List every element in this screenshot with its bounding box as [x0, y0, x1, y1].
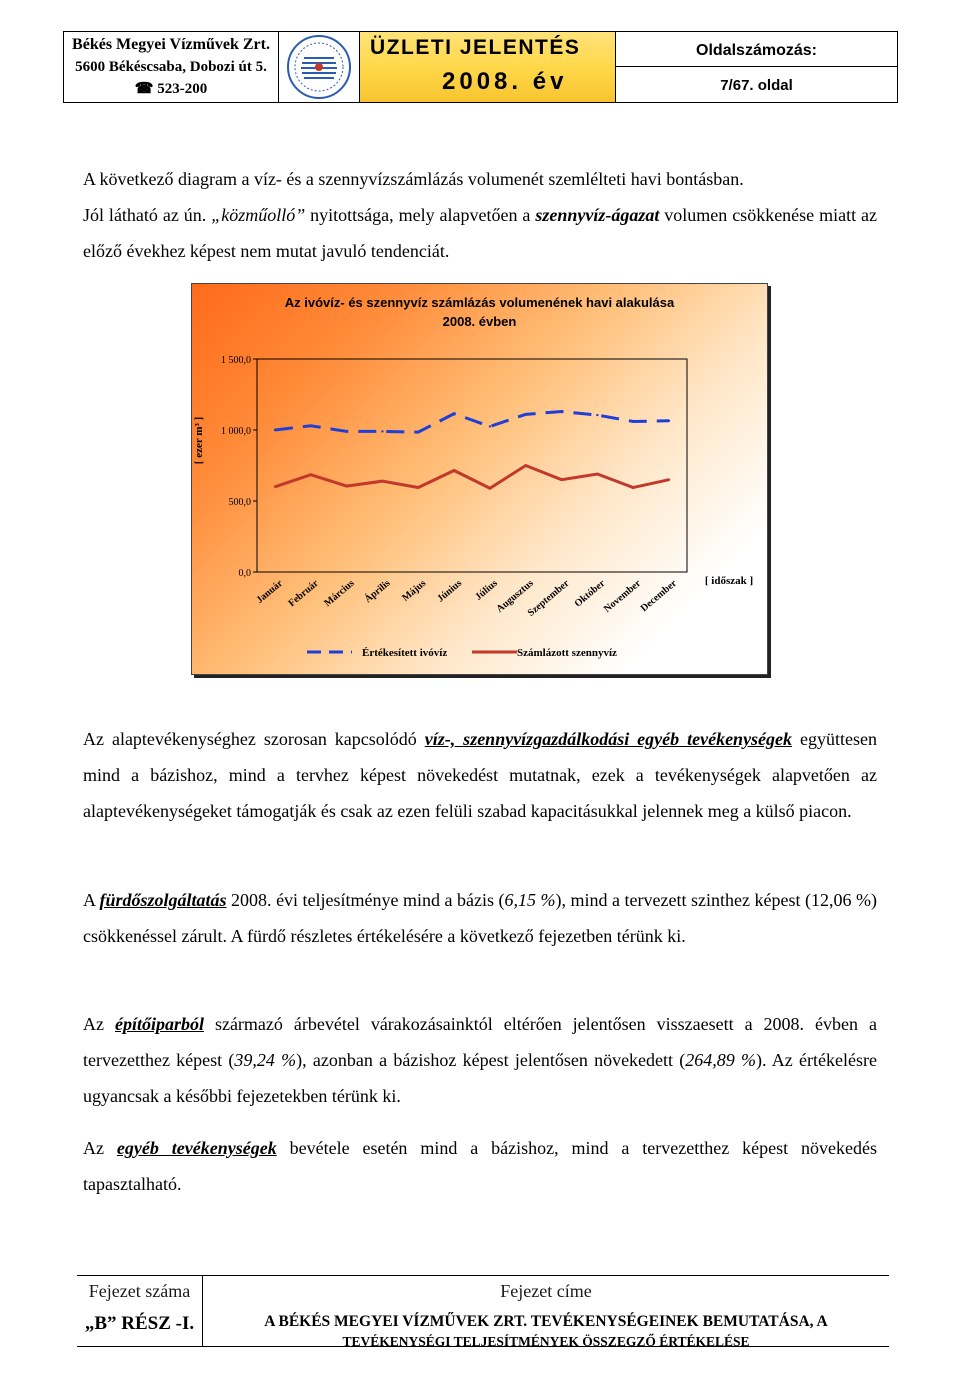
- data-point-sewage: [489, 487, 491, 489]
- phone-icon: ☎: [134, 81, 154, 97]
- company-phone: 523-200: [157, 81, 208, 97]
- data-point-sewage: [668, 479, 670, 481]
- pagination-value: 7/67. oldal: [720, 77, 793, 94]
- p4-text-a: Az: [83, 1138, 117, 1158]
- intro-text-e: volumen csökkenése miatt az előző évekhez képest nem mutat javuló tendenciát.: [83, 205, 877, 261]
- p1-text-c: együttesen mind a bázishoz, mind a tervhez képest növekedést mutatnak, ezek a tevékenységek alapvetően az alaptevékenységeket támogatják és csak az ezen felüli szabad kapacitásukkal jelennek meg a külső piacon.: [83, 729, 877, 821]
- company-logo: [279, 32, 360, 102]
- report-title-box: [360, 32, 616, 102]
- data-point-sewage: [453, 469, 455, 471]
- data-point-sewage: [632, 486, 634, 488]
- p3-text-a: Az: [83, 1014, 115, 1034]
- p3-highlight: építőiparból: [114, 1014, 204, 1034]
- y-tick-label: 1 000,0: [221, 426, 251, 437]
- company-address: 5600 Békéscsaba, Dobozi út 5.: [75, 59, 267, 75]
- data-point-sewage: [345, 485, 347, 487]
- company-name: Békés Megyei Vízművek Zrt.: [72, 36, 270, 53]
- p2-text-c: 2008. évi teljesítménye mind a bázis (: [226, 890, 505, 910]
- data-point-drinking-water: [596, 414, 598, 416]
- x-tick-label: Június: [435, 577, 465, 605]
- x-tick-label: Január: [254, 577, 285, 606]
- p4-text-c: bevétele esetén mind a bázishoz, mind a tervezetthez képest növekedés tapasztalható.: [83, 1138, 877, 1194]
- y-tick-label: 500,0: [228, 497, 251, 508]
- x-tick-label: Július: [473, 577, 500, 603]
- x-tick-label: December: [638, 577, 679, 615]
- report-title: ÜZLETI JELENTÉS: [370, 36, 581, 59]
- intro-paragraph: [83, 161, 877, 269]
- chapter-title-cell: [203, 1276, 889, 1349]
- data-point-drinking-water: [310, 425, 312, 427]
- chapter-title-label: Fejezet címe: [500, 1281, 592, 1301]
- data-point-drinking-water: [453, 412, 455, 414]
- paragraph-bath-service: [83, 882, 877, 954]
- x-tick-label: Október: [572, 577, 608, 610]
- chapter-number-label: Fejezet száma: [88, 1281, 191, 1301]
- company-info: [64, 32, 279, 102]
- x-tick-label: Február: [286, 577, 321, 610]
- data-point-sewage: [310, 474, 312, 476]
- x-tick-label: Augusztus: [494, 577, 536, 615]
- pagination-label: Oldalszámozás:: [616, 32, 897, 67]
- data-point-drinking-water: [345, 430, 347, 432]
- data-point-sewage: [560, 479, 562, 481]
- series-line-sewage: [275, 466, 669, 489]
- intro-text-a: Jól látható az ún.: [83, 205, 212, 225]
- p2-text-a: A: [83, 890, 100, 910]
- intro-text-c: nyitottsága, mely alapvetően a: [305, 205, 536, 225]
- p1-text-a: Az alaptevékenységhez szorosan kapcsolódó: [83, 729, 425, 749]
- p2-highlight: fürdőszolgáltatás: [99, 890, 227, 910]
- p3-text-g: ). Az értékelésre ugyancsak a későbbi fejezetekben térünk ki.: [83, 1050, 877, 1106]
- p3-text-e: ), azonban a bázishoz képest jelentősen növekedett (: [296, 1050, 686, 1070]
- y-axis-label: [ ezer m³ ]: [193, 416, 205, 465]
- logo-emblem-icon: [286, 34, 352, 100]
- data-point-drinking-water: [632, 420, 634, 422]
- pagination-box: [616, 32, 897, 102]
- p3-text-c: származó árbevétel várakozásainktól eltérően jelentősen visszaesett a 2008. évben a tervezetthez képest (: [83, 1014, 877, 1070]
- data-point-drinking-water: [274, 429, 276, 431]
- data-point-sewage: [596, 473, 598, 475]
- intro-line-1: A következő diagram a víz- és a szennyvízszámlázás volumenét szemlélteti havi bontásban.: [83, 169, 744, 189]
- paragraph-construction: [83, 1006, 877, 1114]
- plot-area-border: [257, 359, 687, 572]
- data-point-drinking-water: [560, 410, 562, 412]
- p3-base-percent: 264,89 %: [685, 1050, 757, 1070]
- chart-title-line-1: Az ivóvíz- és szennyvíz számlázás volumenének havi alakulása: [284, 295, 675, 310]
- p2-base-percent: 6,15 %: [504, 890, 556, 910]
- chapter-title-line-2: TEVÉKENYSÉGI TELJESÍTMÉNYEK ÖSSZEGZŐ ÉRTÉKELÉSE: [342, 1334, 750, 1349]
- data-point-sewage: [381, 480, 383, 482]
- x-tick-label: Május: [400, 577, 429, 604]
- data-point-sewage: [525, 464, 527, 466]
- legend-label-drinking-water: Értékesített ivóvíz: [362, 647, 448, 659]
- intro-sewage-sector: szennyvíz-ágazat: [535, 205, 660, 225]
- chapter-number-value: „B” RÉSZ -I.: [84, 1313, 195, 1334]
- legend-label-sewage: Számlázott szennyvíz: [517, 647, 617, 659]
- chart-title-line-2: 2008. évben: [442, 314, 517, 329]
- chapter-number-cell: [77, 1276, 203, 1346]
- page-header: [63, 31, 898, 103]
- data-point-sewage: [274, 486, 276, 488]
- data-point-drinking-water: [381, 430, 383, 432]
- intro-kozmuollo: „közműolló”: [211, 205, 306, 225]
- data-point-drinking-water: [489, 425, 491, 427]
- paragraph-other-activities: [83, 1130, 877, 1202]
- data-point-drinking-water: [525, 413, 527, 415]
- chart-container: [191, 283, 768, 675]
- company-phone-row: [64, 78, 278, 100]
- paragraph-core-activities: [83, 721, 877, 829]
- y-tick-label: 0,0: [238, 568, 251, 579]
- data-point-drinking-water: [668, 420, 670, 422]
- report-year: 2008. év: [442, 68, 568, 95]
- intro-line-2: [83, 197, 877, 269]
- x-tick-label: November: [601, 577, 644, 615]
- chapter-title-line-1: A BÉKÉS MEGYEI VÍZMŰVEK ZRT. TEVÉKENYSÉGEINEK BEMUTATÁSA, A: [264, 1313, 828, 1330]
- x-tick-label: Április: [362, 577, 393, 606]
- page-footer: [77, 1275, 889, 1347]
- p4-highlight: egyéb tevékenységek: [116, 1138, 277, 1158]
- data-point-drinking-water: [417, 431, 419, 433]
- x-tick-label: Március: [322, 577, 357, 610]
- p3-plan-percent: 39,24 %: [234, 1050, 297, 1070]
- chart-plot: [192, 284, 767, 674]
- y-tick-label: 1 500,0: [221, 355, 251, 366]
- series-line-drinking-water: [275, 412, 669, 433]
- x-axis-label: [ időszak ]: [704, 575, 754, 587]
- data-point-sewage: [417, 486, 419, 488]
- x-tick-label: Szeptember: [525, 577, 572, 619]
- p2-text-e: ), mind a tervezett szinthez képest (12,06 %) csökkenéssel zárult. A fürdő részletes értékelésére a következő fejezetben térünk ki.: [83, 890, 877, 946]
- p1-highlight: víz-, szennyvízgazdálkodási egyéb tevékenységek: [424, 729, 793, 749]
